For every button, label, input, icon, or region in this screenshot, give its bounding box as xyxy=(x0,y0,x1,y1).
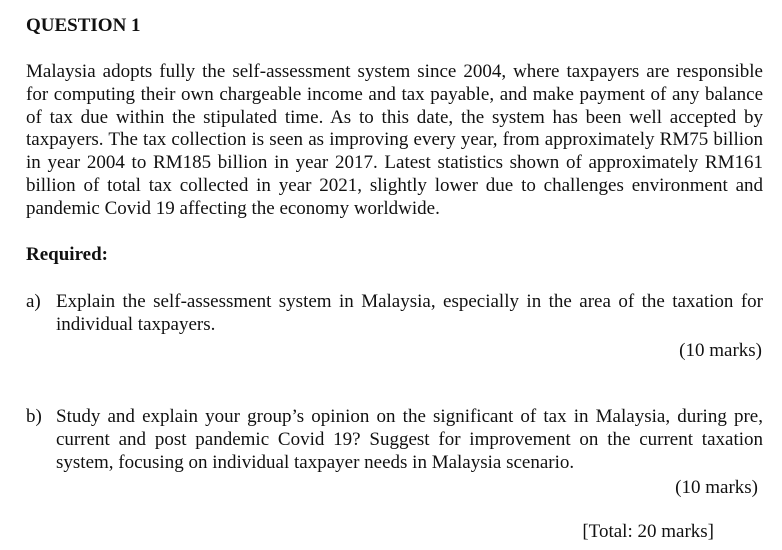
question-a-text: Explain the self-assessment system in Malaysia, especially in the area of the taxation for individual taxpayers. xyxy=(56,291,763,335)
question-b-text: Study and explain your group’s opinion on the significant of tax in Malaysia, during pre, current and post pandemic Covid 19? Suggest for improvement on the current taxation system, focusing on individual taxpayer needs in Malaysia scenario. xyxy=(56,406,763,473)
question-b-marks: (10 marks) xyxy=(675,477,758,498)
question-b-letter: b) xyxy=(26,406,42,427)
total-marks: [Total: 20 marks] xyxy=(582,521,714,542)
question-a-letter: a) xyxy=(26,291,41,312)
question-title: QUESTION 1 xyxy=(26,15,141,36)
question-intro-paragraph: Malaysia adopts fully the self-assessment system since 2004, where taxpayers are responsible for computing their own chargeable income and tax payable, and make payment of any balance of tax due within the stipulated time. As to this date, the system has been well accepted by taxpayers. The tax collection is seen as improving every year, from approximately RM75 billion in year 2004 to RM185 billion in year 2017. Latest statistics shown of approximately RM161 billion of total tax collected in year 2021, slightly lower due to challenges environment and pandemic Covid 19 affecting the economy worldwide. xyxy=(26,61,763,219)
question-a-marks: (10 marks) xyxy=(679,340,762,361)
required-heading: Required: xyxy=(26,244,108,265)
